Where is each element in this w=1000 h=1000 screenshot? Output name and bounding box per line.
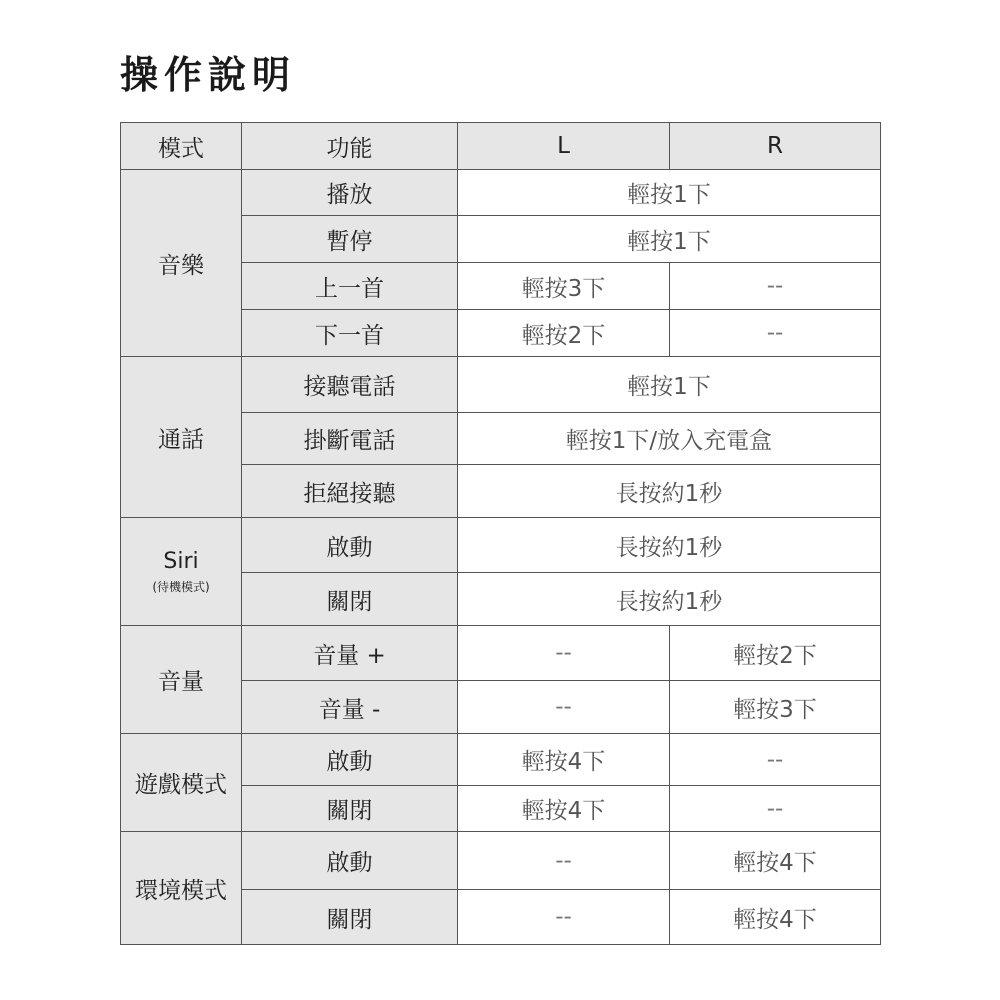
value-play: 輕按1下 [458,170,881,216]
function-reject: 拒絕接聽 [242,465,458,518]
header-right: R [670,123,881,170]
table-row [121,832,881,890]
table-row [121,357,881,413]
value-game-on-right: -- [670,734,881,786]
value-ambient-off-right: 輕按4下 [670,890,881,945]
page-title: 操作說明 [120,53,297,97]
table-row [121,170,881,216]
value-volume-up-right: 輕按2下 [670,626,881,681]
function-next: 下一首 [242,310,458,357]
value-reject: 長按約1秒 [458,465,881,518]
value-siri-on: 長按約1秒 [458,518,881,573]
value-volume-down-right: 輕按3下 [670,681,881,734]
function-game-off: 關閉 [242,786,458,832]
mode-music: 音樂 [121,170,242,357]
mode-ambient: 環境模式 [121,832,242,945]
value-next-left: 輕按2下 [458,310,670,357]
mode-volume: 音量 [121,626,242,734]
header-function: 功能 [242,123,458,170]
value-answer: 輕按1下 [458,357,881,413]
function-siri-on: 啟動 [242,518,458,573]
table-row [121,518,881,573]
value-ambient-off-left: -- [458,890,670,945]
value-prev-left: 輕按3下 [458,263,670,310]
value-volume-down-left: -- [458,681,670,734]
mode-siri-label: Siri [163,548,199,574]
function-volume-down: 音量 - [242,681,458,734]
function-ambient-off: 關閉 [242,890,458,945]
value-prev-right: -- [670,263,881,310]
mode-siri-sublabel: (待機模式) [152,579,210,594]
function-hangup: 掛斷電話 [242,413,458,465]
header-mode: 模式 [121,123,242,170]
value-hangup: 輕按1下/放入充電盒 [458,413,881,465]
function-answer: 接聽電話 [242,357,458,413]
function-pause: 暫停 [242,216,458,263]
mode-siri [121,518,242,626]
value-game-off-left: 輕按4下 [458,786,670,832]
function-siri-off: 關閉 [242,573,458,626]
function-play: 播放 [242,170,458,216]
header-left: L [458,123,670,170]
value-ambient-on-right: 輕按4下 [670,832,881,890]
value-siri-off: 長按約1秒 [458,573,881,626]
value-game-on-left: 輕按4下 [458,734,670,786]
function-game-on: 啟動 [242,734,458,786]
value-volume-up-left: -- [458,626,670,681]
value-next-right: -- [670,310,881,357]
value-pause: 輕按1下 [458,216,881,263]
operation-table [120,122,881,945]
table-row [121,734,881,786]
value-ambient-on-left: -- [458,832,670,890]
mode-game: 遊戲模式 [121,734,242,832]
function-prev: 上一首 [242,263,458,310]
function-ambient-on: 啟動 [242,832,458,890]
table-row [121,626,881,681]
table-header-row [121,123,881,170]
value-game-off-right: -- [670,786,881,832]
mode-call: 通話 [121,357,242,518]
function-volume-up: 音量 + [242,626,458,681]
